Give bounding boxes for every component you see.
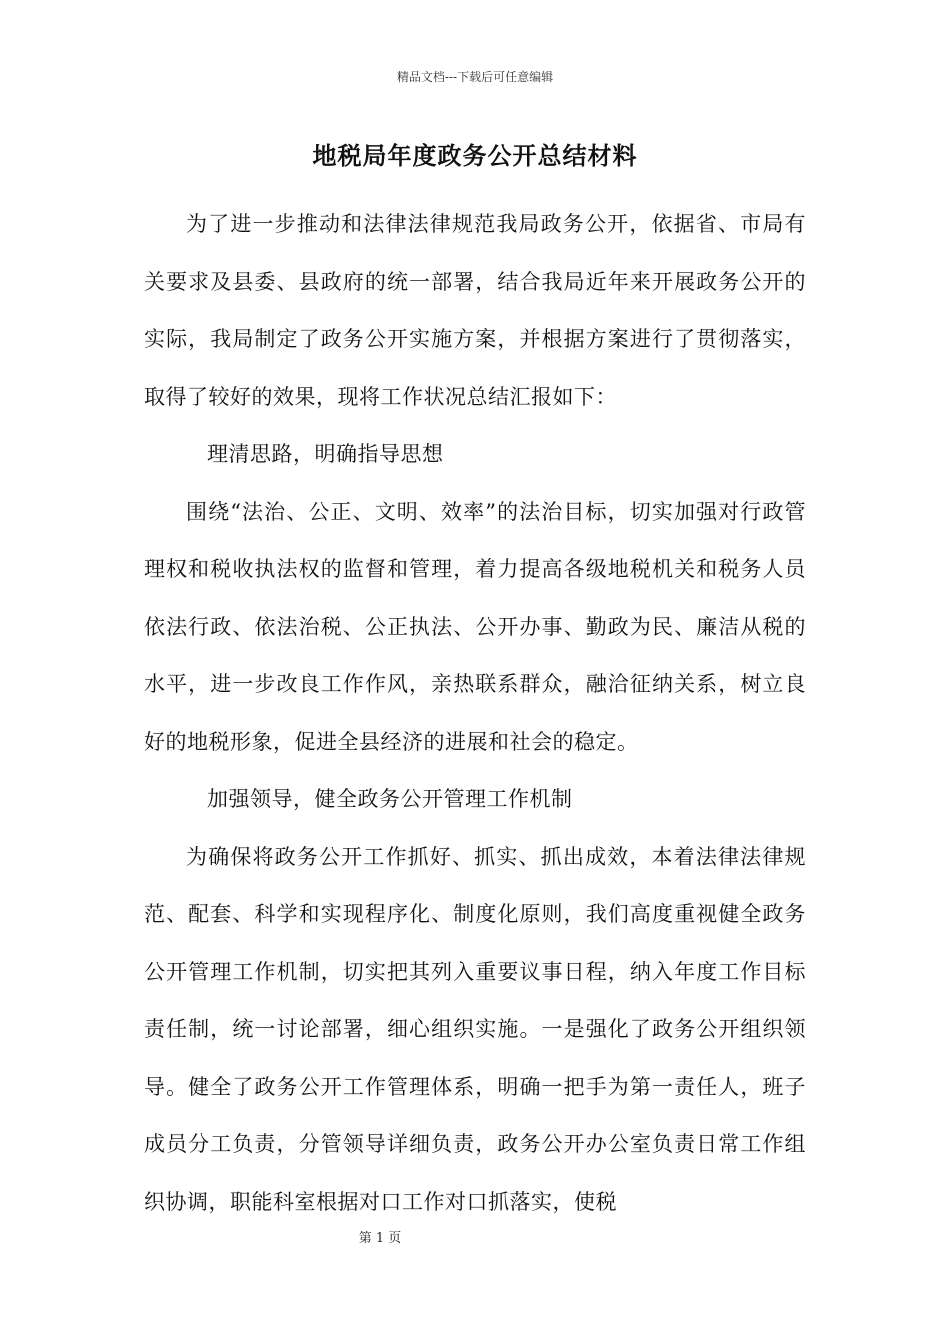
document-title: 地税局年度政务公开总结材料 xyxy=(312,141,638,170)
header-note: 精品文档---下载后可任意编辑 xyxy=(396,70,554,84)
paragraph-intro: 为了进一步推动和法律法律规范我局政务公开，依据省、市局有关要求及县委、县政府的统一部署，结合我局近年来开展政务公开的实际，我局制定了政务公开实施方案，并根据方案进行了贯彻落实，取得了较好的效果，现将工作状况总结汇报如下： xyxy=(144,212,806,409)
document-body xyxy=(144,196,806,1231)
paragraph-section-1: 围绕“法治、公正、文明、效率”的法治目标，切实加强对行政管理权和税收执法权的监督和管理，着力提高各级地税机关和税务人员依法行政、依法治税、公正执法、公开办事、勤政为民、廉洁从税的水平，进一步改良工作作风，亲热联系群众，融洽征纳关系，树立良好的地税形象，促进全县经济的进展和社会的稳定。 xyxy=(144,499,806,754)
paragraph-section-2: 为确保将政务公开工作抓好、抓实、抓出成效，本着法律法律规范、配套、科学和实现程序化、制度化原则，我们高度重视健全政务公开管理工作机制，切实把其列入重要议事日程，纳入年度工作目标责任制，统一讨论部署，细心组织实施。一是强化了政务公开组织领导。健全了政务公开工作管理体系，明确一把手为第一责任人，班子成员分工负责，分管领导详细负责，政务公开办公室负责日常工作组织协调，职能科室根据对口工作对口抓落实，使税 xyxy=(144,844,806,1214)
page-number: 第 1 页 xyxy=(358,1231,402,1246)
section-heading-1: 理清思路，明确指导思想 xyxy=(207,442,444,466)
section-heading-2: 加强领导，健全政务公开管理工作机制 xyxy=(207,787,573,811)
